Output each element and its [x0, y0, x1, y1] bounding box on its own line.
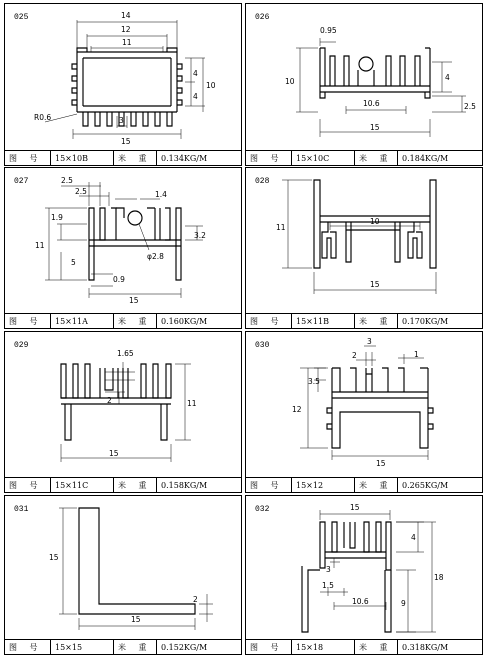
weight-label: 米 重 — [114, 314, 157, 328]
info-bar — [5, 313, 241, 328]
profile-number: 026 — [255, 13, 270, 22]
weight-label: 米 重 — [355, 151, 398, 165]
dim-label: 4 — [411, 533, 416, 542]
info-bar — [246, 477, 482, 492]
figure-number-label: 图 号 — [246, 314, 292, 328]
figure-number-label: 图 号 — [5, 640, 51, 654]
dimension-lines — [300, 346, 428, 460]
profile-panel-026 — [245, 3, 483, 166]
profile-number: 031 — [14, 505, 29, 514]
dim-label: 11 — [122, 38, 132, 47]
dim-label: 12 — [121, 25, 131, 34]
dim-label: 1.5 — [322, 581, 334, 590]
dim-label: 15 — [131, 615, 141, 624]
info-bar — [246, 639, 482, 654]
dim-label: 15 — [370, 123, 380, 132]
profile-size: 15×11B — [292, 314, 355, 328]
profile-drawing — [5, 332, 243, 480]
profile-weight: 0.152KG/M — [161, 642, 208, 652]
dim-label: 10 — [370, 217, 380, 226]
dim-label: 2 — [352, 351, 357, 360]
profile-number: 027 — [14, 177, 29, 186]
weight-label: 米 重 — [114, 640, 157, 654]
dim-label: 2.5 — [464, 102, 476, 111]
heatsink-profile — [302, 522, 391, 632]
dim-label: 3.5 — [308, 377, 320, 386]
dim-label: 1 — [414, 350, 419, 359]
profile-number: 032 — [255, 505, 270, 514]
dim-label: 14 — [121, 11, 131, 20]
dim-label: 2.5 — [75, 187, 87, 196]
dim-label: 4 — [445, 73, 450, 82]
dim-label: 11 — [276, 223, 286, 232]
dim-label: 3.2 — [194, 231, 206, 240]
figure-number-label: 图 号 — [5, 314, 51, 328]
heatsink-profile — [72, 48, 182, 126]
weight-label: 米 重 — [114, 151, 157, 165]
profile-drawing — [246, 4, 484, 153]
dim-label: 15 — [49, 553, 59, 562]
info-bar — [5, 639, 241, 654]
info-bar — [5, 150, 241, 165]
figure-number-label: 图 号 — [246, 478, 292, 492]
weight-label: 米 重 — [114, 478, 157, 492]
figure-number-label: 图 号 — [246, 151, 292, 165]
dim-label: 1.9 — [51, 213, 63, 222]
dim-label: 15 — [129, 296, 139, 305]
dimension-labels — [285, 26, 476, 132]
dim-label: 3 — [326, 565, 331, 574]
dim-label: 15 — [121, 137, 131, 146]
dim-label: 15 — [370, 280, 380, 289]
profile-drawing — [5, 496, 243, 642]
profile-panel-029 — [4, 331, 242, 493]
dim-label: 11 — [35, 241, 45, 250]
dim-label: R0.6 — [34, 113, 52, 122]
dimension-lines — [59, 508, 213, 630]
profile-size: 15×10B — [51, 151, 114, 165]
info-bar — [246, 313, 482, 328]
heatsink-profile — [89, 208, 181, 280]
profile-size: 15×11C — [51, 478, 114, 492]
profile-number: 030 — [255, 341, 270, 350]
profile-drawing — [246, 332, 484, 480]
profile-weight: 0.134KG/M — [161, 153, 208, 163]
dim-label: 5 — [71, 258, 76, 267]
dim-label: φ2.8 — [147, 252, 164, 261]
dimension-labels — [292, 337, 419, 468]
profile-panel-032 — [245, 495, 483, 655]
figure-number-label: 图 号 — [246, 640, 292, 654]
profile-size: 15×18 — [292, 640, 355, 654]
dim-label: 0.9 — [113, 275, 125, 284]
dim-label: 15 — [109, 449, 119, 458]
profile-panel-028 — [245, 167, 483, 329]
profile-panel-031 — [4, 495, 242, 655]
dim-label: 10.6 — [363, 99, 380, 108]
profile-drawing — [246, 496, 484, 642]
profile-size: 15×10C — [292, 151, 355, 165]
dim-label: 2 — [107, 396, 112, 405]
figure-number-label: 图 号 — [5, 478, 51, 492]
dim-label: 0.95 — [320, 26, 337, 35]
weight-label: 米 重 — [355, 478, 398, 492]
dim-label: 11 — [187, 399, 197, 408]
info-bar — [5, 477, 241, 492]
dim-label: 9 — [401, 599, 406, 608]
profile-drawing — [5, 4, 243, 153]
dim-label: 1.4 — [155, 190, 167, 199]
dimension-lines — [282, 180, 436, 294]
profile-weight: 0.184KG/M — [402, 153, 449, 163]
profile-number: 025 — [14, 13, 29, 22]
figure-number-label: 图 号 — [5, 151, 51, 165]
dim-label: 15 — [376, 459, 386, 468]
dim-label: 3 — [119, 116, 124, 125]
weight-label: 米 重 — [355, 314, 398, 328]
dim-label: 18 — [434, 573, 444, 582]
profile-number: 028 — [255, 177, 270, 186]
dim-label: 12 — [292, 405, 302, 414]
dim-label: 15 — [350, 503, 360, 512]
dim-label: 4 — [193, 69, 198, 78]
profile-size: 15×12 — [292, 478, 355, 492]
heatsink-profile — [327, 368, 433, 448]
profile-panel-027 — [4, 167, 242, 329]
profile-drawing — [246, 168, 484, 316]
profile-drawing — [5, 168, 243, 316]
profile-panel-030 — [245, 331, 483, 493]
dimension-labels — [49, 553, 198, 624]
profile-size: 15×15 — [51, 640, 114, 654]
profile-weight: 0.160KG/M — [161, 316, 208, 326]
profile-panel-025 — [4, 3, 242, 166]
heatsink-profile — [61, 364, 171, 440]
dim-label: 10 — [285, 77, 295, 86]
profile-weight: 0.158KG/M — [161, 480, 208, 490]
dim-label: 2.5 — [61, 176, 73, 185]
info-bar — [246, 150, 482, 165]
dim-label: 10 — [206, 81, 216, 90]
dim-label: 10.6 — [352, 597, 369, 606]
l-angle-profile — [79, 508, 195, 614]
dim-label: 4 — [193, 92, 198, 101]
profile-number: 029 — [14, 341, 29, 350]
dim-label: 1.65 — [117, 349, 134, 358]
weight-label: 米 重 — [355, 640, 398, 654]
profile-weight: 0.170KG/M — [402, 316, 449, 326]
dimension-lines — [296, 38, 466, 137]
profile-size: 15×11A — [51, 314, 114, 328]
profile-weight: 0.318KG/M — [402, 642, 449, 652]
dim-label: 2 — [193, 595, 198, 604]
dim-label: 3 — [367, 337, 372, 346]
profile-weight: 0.265KG/M — [402, 480, 449, 490]
heatsink-profile — [320, 48, 430, 98]
